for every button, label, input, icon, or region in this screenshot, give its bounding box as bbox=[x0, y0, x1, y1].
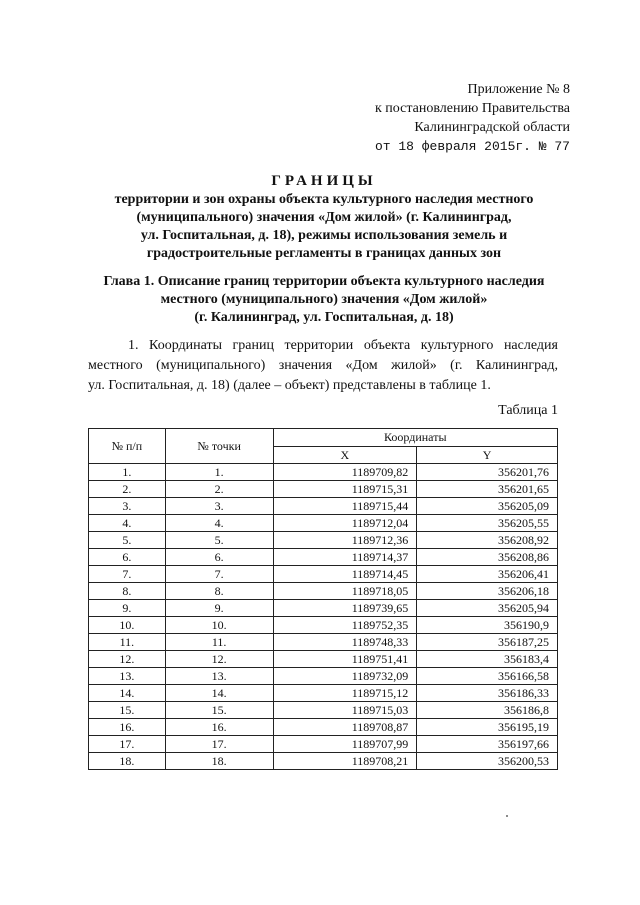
table-row bbox=[89, 566, 558, 583]
cell-y: 356201,65 bbox=[417, 481, 558, 498]
cell-y: 356186,8 bbox=[417, 702, 558, 719]
header-x: X bbox=[273, 446, 417, 464]
cell-y: 356208,92 bbox=[417, 532, 558, 549]
coordinates-table bbox=[88, 428, 558, 770]
table-row bbox=[89, 481, 558, 498]
cell-x: 1189714,45 bbox=[273, 566, 417, 583]
cell-index: 18. bbox=[89, 753, 166, 770]
cell-point: 9. bbox=[165, 600, 273, 617]
cell-y: 356206,18 bbox=[417, 583, 558, 600]
paragraph-line: ул. Госпитальная, д. 18) (далее – объект) представлены в таблице 1. bbox=[88, 378, 491, 393]
cell-y: 356195,19 bbox=[417, 719, 558, 736]
cell-x: 1189718,05 bbox=[273, 583, 417, 600]
cell-index: 6. bbox=[89, 549, 166, 566]
cell-y: 356208,86 bbox=[417, 549, 558, 566]
table-caption: Таблица 1 bbox=[498, 403, 558, 418]
cell-index: 8. bbox=[89, 583, 166, 600]
cell-index: 9. bbox=[89, 600, 166, 617]
cell-index: 4. bbox=[89, 515, 166, 532]
cell-x: 1189715,44 bbox=[273, 498, 417, 515]
cell-y: 356187,25 bbox=[417, 634, 558, 651]
cell-point: 13. bbox=[165, 668, 273, 685]
cell-point: 18. bbox=[165, 753, 273, 770]
cell-x: 1189715,03 bbox=[273, 702, 417, 719]
cell-point: 6. bbox=[165, 549, 273, 566]
table-row bbox=[89, 634, 558, 651]
cell-x: 1189732,09 bbox=[273, 668, 417, 685]
table-row bbox=[89, 617, 558, 634]
cell-index: 3. bbox=[89, 498, 166, 515]
cell-point: 11. bbox=[165, 634, 273, 651]
cell-index: 14. bbox=[89, 685, 166, 702]
cell-x: 1189748,33 bbox=[273, 634, 417, 651]
cell-y: 356205,94 bbox=[417, 600, 558, 617]
cell-point: 5. bbox=[165, 532, 273, 549]
cell-point: 1. bbox=[165, 464, 273, 481]
cell-x: 1189715,12 bbox=[273, 685, 417, 702]
cell-index: 11. bbox=[89, 634, 166, 651]
table-row bbox=[89, 498, 558, 515]
cell-index: 7. bbox=[89, 566, 166, 583]
paragraph-line: местного (муниципального) значения «Дом жилой» (г. Калининград, bbox=[88, 358, 558, 373]
table-row bbox=[89, 685, 558, 702]
appendix-header bbox=[330, 80, 570, 156]
cell-point: 3. bbox=[165, 498, 273, 515]
cell-y: 356205,09 bbox=[417, 498, 558, 515]
cell-point: 12. bbox=[165, 651, 273, 668]
cell-point: 10. bbox=[165, 617, 273, 634]
cell-y: 356206,41 bbox=[417, 566, 558, 583]
cell-y: 356201,76 bbox=[417, 464, 558, 481]
cell-x: 1189739,65 bbox=[273, 600, 417, 617]
table-row bbox=[89, 668, 558, 685]
cell-x: 1189752,35 bbox=[273, 617, 417, 634]
cell-x: 1189708,21 bbox=[273, 753, 417, 770]
body-paragraph bbox=[88, 336, 558, 396]
cell-point: 16. bbox=[165, 719, 273, 736]
header-index: № п/п bbox=[89, 429, 166, 464]
chapter-line: Глава 1. Описание границ территории объекта культурного наследия bbox=[103, 274, 545, 289]
title-line: ул. Госпитальная, д. 18), режимы использования земель и bbox=[140, 228, 508, 243]
cell-index: 5. bbox=[89, 532, 166, 549]
title-line: территории и зон охраны объекта культурного наследия местного bbox=[114, 192, 534, 207]
cell-point: 4. bbox=[165, 515, 273, 532]
cell-index: 1. bbox=[89, 464, 166, 481]
cell-point: 15. bbox=[165, 702, 273, 719]
cell-index: 15. bbox=[89, 702, 166, 719]
cell-point: 14. bbox=[165, 685, 273, 702]
cell-x: 1189714,37 bbox=[273, 549, 417, 566]
table-row bbox=[89, 515, 558, 532]
appendix-number: Приложение № 8 bbox=[467, 82, 570, 97]
table-row bbox=[89, 651, 558, 668]
paragraph-line: 1. Координаты границ территории объекта культурного наследия bbox=[128, 338, 558, 353]
header-coordinates: Координаты bbox=[273, 429, 557, 447]
cell-point: 7. bbox=[165, 566, 273, 583]
table-row bbox=[89, 753, 558, 770]
table-row bbox=[89, 702, 558, 719]
cell-x: 1189708,87 bbox=[273, 719, 417, 736]
header-point: № точки bbox=[165, 429, 273, 464]
table-row bbox=[89, 583, 558, 600]
appendix-region: Калининградской области bbox=[414, 120, 570, 135]
table-row bbox=[89, 736, 558, 753]
cell-index: 13. bbox=[89, 668, 166, 685]
appendix-date: от 18 февраля 2015г. № 77 bbox=[374, 139, 570, 154]
appendix-decree: к постановлению Правительства bbox=[374, 101, 570, 116]
scan-speck bbox=[506, 815, 508, 817]
cell-point: 2. bbox=[165, 481, 273, 498]
title-line: градостроительные регламенты в границах данных зон bbox=[146, 246, 502, 261]
cell-x: 1189707,99 bbox=[273, 736, 417, 753]
table-row bbox=[89, 600, 558, 617]
cell-point: 17. bbox=[165, 736, 273, 753]
cell-index: 16. bbox=[89, 719, 166, 736]
title-heading: ГРАНИЦЫ bbox=[271, 173, 377, 189]
cell-point: 8. bbox=[165, 583, 273, 600]
title-line: (муниципального) значения «Дом жилой» (г. Калининград, bbox=[136, 210, 512, 225]
cell-x: 1189712,04 bbox=[273, 515, 417, 532]
chapter-line: местного (муниципального) значения «Дом жилой» bbox=[160, 292, 488, 307]
document-title bbox=[90, 171, 558, 263]
table-row bbox=[89, 532, 558, 549]
cell-y: 356183,4 bbox=[417, 651, 558, 668]
table-row bbox=[89, 464, 558, 481]
cell-y: 356190,9 bbox=[417, 617, 558, 634]
cell-y: 356205,55 bbox=[417, 515, 558, 532]
table-body bbox=[89, 464, 558, 770]
cell-x: 1189751,41 bbox=[273, 651, 417, 668]
chapter-line: (г. Калининград, ул. Госпитальная, д. 18) bbox=[194, 310, 454, 325]
cell-index: 17. bbox=[89, 736, 166, 753]
cell-y: 356186,33 bbox=[417, 685, 558, 702]
cell-x: 1189709,82 bbox=[273, 464, 417, 481]
cell-x: 1189712,36 bbox=[273, 532, 417, 549]
table-row bbox=[89, 549, 558, 566]
cell-index: 12. bbox=[89, 651, 166, 668]
chapter-heading bbox=[90, 273, 558, 327]
cell-index: 10. bbox=[89, 617, 166, 634]
cell-x: 1189715,31 bbox=[273, 481, 417, 498]
cell-y: 356166,58 bbox=[417, 668, 558, 685]
table-row bbox=[89, 719, 558, 736]
cell-index: 2. bbox=[89, 481, 166, 498]
cell-y: 356200,53 bbox=[417, 753, 558, 770]
cell-y: 356197,66 bbox=[417, 736, 558, 753]
header-y: Y bbox=[417, 446, 558, 464]
